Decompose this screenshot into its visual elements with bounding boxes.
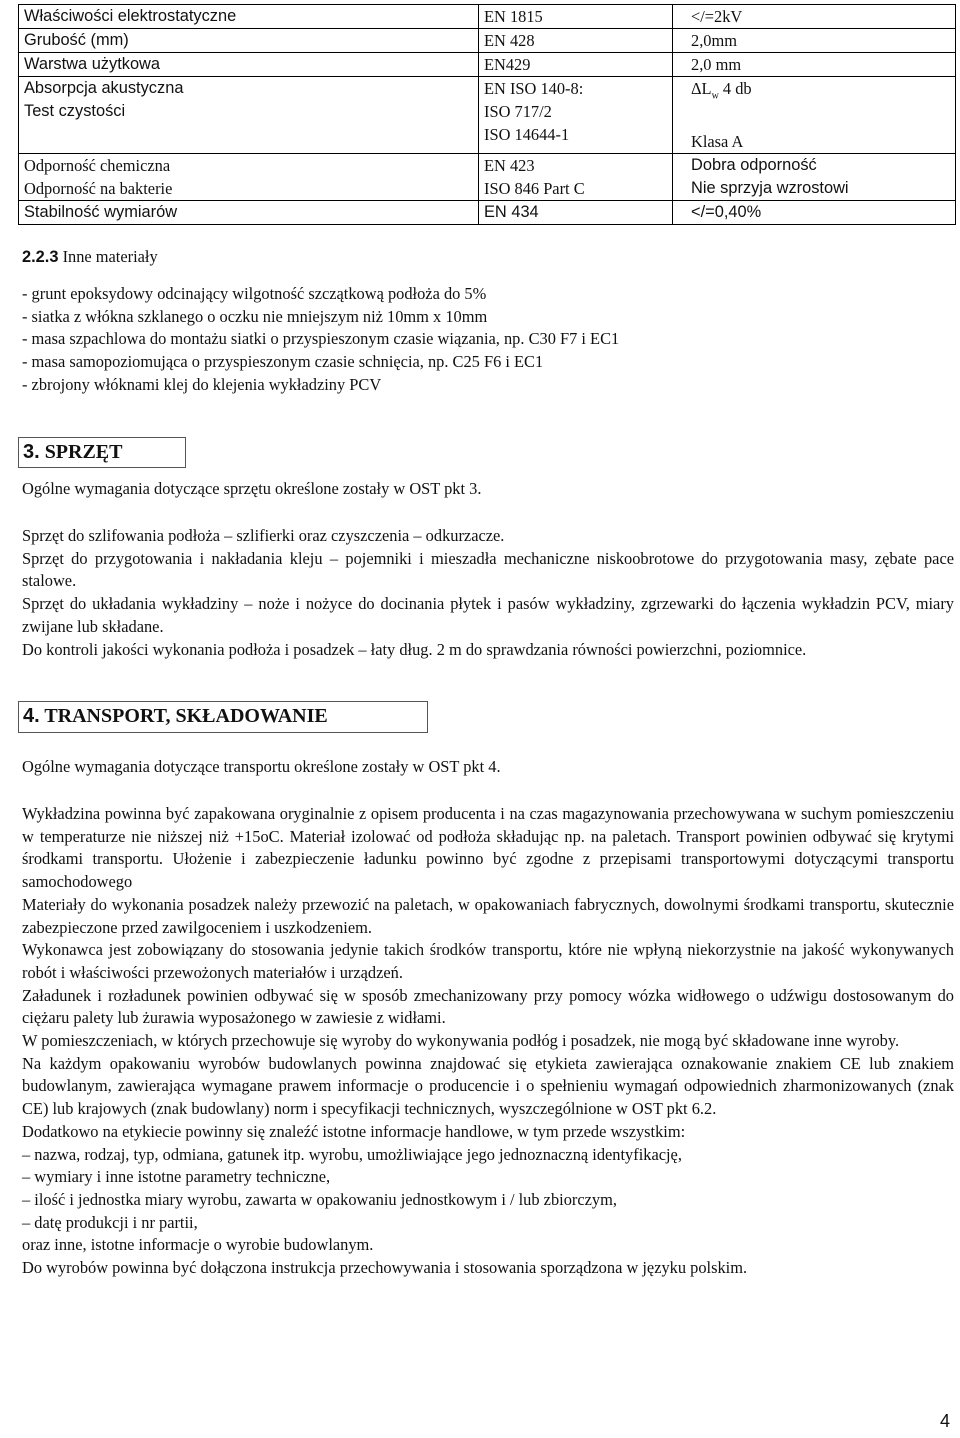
list-item: - masa szpachlowa do montażu siatki o przyspieszonym czasie wiązania, np. C30 F7 i EC1: [22, 329, 620, 349]
closing-line: oraz inne, istotne informacje o wyrobie budowlanym.: [22, 1235, 374, 1255]
closing-line: Do wyrobów powinna być dołączona instrukcja przechowywania i stosowania sporządzona w języku polskim.: [22, 1258, 748, 1278]
dash-list-item: – ilość i jednostka miary wyrobu, zawarta w opakowaniu jednostkowym i / lub zbiorczym,: [22, 1189, 617, 1209]
section-3-intro: Ogólne wymagania dotyczące sprzętu określone zostały w OST pkt 3.: [22, 479, 482, 498]
cell-line: 2,0mm: [691, 31, 737, 50]
table-cell-name: [19, 5, 479, 29]
table-row: [19, 201, 956, 225]
cell-line: ISO 846 Part C: [484, 179, 585, 199]
section-3-heading: [18, 437, 186, 468]
table-cell-standard: [479, 154, 673, 201]
cell-line: Stabilność wymiarów: [24, 203, 178, 222]
table-cell-name: [19, 77, 479, 154]
table-cell-standard: [479, 5, 673, 29]
cell-line: Odporność na bakterie: [24, 179, 173, 199]
properties-table: [18, 4, 956, 225]
table-cell-value: [673, 154, 956, 201]
paragraph: Materiały do wykonania posadzek należy przewozić na paletach, w opakowaniach fabrycznych, dowolnymi środkami transportu, skutecznie zabezpieczone przed zawilgoceniem i uszkodzeniem.: [22, 894, 954, 937]
section-223-list: [22, 283, 619, 397]
table-cell-name: [19, 53, 479, 77]
cell-line: $\Delta L_w$ 4 db: [691, 79, 752, 102]
table-row: [19, 5, 956, 29]
dash-list-item: – nazwa, rodzaj, typ, odmiana, gatunek itp. wyrobu, umożliwiające jego jednoznaczną identyfikację,: [22, 1144, 682, 1164]
page-number: 4: [939, 1411, 950, 1431]
cell-line: Warstwa użytkowa: [24, 55, 161, 73]
paragraph: Wykładzina powinna być zapakowana oryginalnie z opisem producenta i na czas magazynowania przechowywana w suchym pomieszczeniu w temperaturze nie niższej niż +15oC. Materiał izolować od podłoża składując np. na paletach. Transport powinien odbywać się krytymi środkami transportu. Ułożenie i zabezpieczenie ładunku powinno być zgodne z przepisami transportowymi dotyczącymi transportu samochodowego: [22, 804, 954, 892]
table-cell-value: [673, 29, 956, 53]
section-4-intro: Ogólne wymagania dotyczące transportu określone zostały w OST pkt 4.: [22, 757, 501, 776]
table-cell-value: [673, 77, 956, 154]
list-item: - grunt epoksydowy odcinający wilgotność szczątkową podłoża do 5%: [22, 284, 487, 303]
section-3-title: SPRZĘT: [44, 441, 123, 463]
cell-line: EN 1815: [484, 7, 543, 26]
cell-line: Klasa A: [691, 132, 744, 152]
table-row: [19, 154, 956, 201]
table-cell-value: [673, 5, 956, 29]
cell-line: Nie sprzyja wzrostowi: [691, 179, 849, 198]
section-3-number: 3.: [23, 441, 40, 463]
cell-line: Właściwości elektrostatyczne: [24, 7, 237, 25]
section-223-title: Inne materiały: [58, 247, 158, 266]
paragraph: W pomieszczeniach, w których przechowuje się wyroby do wykonywania podłóg i posadzek, nie mogą być składowane inne wyroby.: [22, 1031, 900, 1051]
dash-list-item: – wymiary i inne istotne parametry techniczne,: [22, 1167, 331, 1187]
table-cell-value: [673, 53, 956, 77]
paragraph: Do kontroli jakości wykonania podłoża i posadzek – łaty dług. 2 m do sprawdzania równości powierzchni, poziomnice.: [22, 639, 807, 659]
table-cell-standard: [479, 201, 673, 225]
cell-line: [691, 107, 955, 130]
cell-line: Test czystości: [24, 102, 126, 120]
paragraph: Na każdym opakowaniu wyrobów budowlanych powinna znajdować się etykieta zawierająca oznakowanie znakiem CE lub znakiem budowlanym, zawierająca wymagane prawem informacje o producencie i o spełnieniu wymagań odpowiednich zharmonizowanych (znak CE) lub krajowych (znak budowlany) norm i specyfikacji technicznych, wyszczególnione w OST pkt 6.2.: [22, 1053, 954, 1119]
paragraph: Załadunek i rozładunek powinien odbywać się w sposób zmechanizowany przy pomocy wózka widłowego o udźwigu dostosowanym do ciężaru palety lub żurawia wyposażonego w zawiesie z widłami.: [22, 985, 954, 1028]
cell-line: Dobra odporność: [691, 156, 817, 175]
paragraph: Wykonawca jest zobowiązany do stosowania jedynie takich środków transportu, które nie wpłyną niekorzystnie na jakość wykonywanych robót i właściwości przewożonych materiałów i urządzeń.: [22, 940, 954, 982]
cell-line: </=0,40%: [691, 203, 762, 222]
paragraph: Sprzęt do układania wykładziny – noże i nożyce do docinania płytek i pasów wykładziny, zgrzewarki do łączenia wykładzin PCV, miary zwijane lub składane.: [22, 594, 954, 636]
paragraph: Sprzęt do szlifowania podłoża – szlifierki oraz czyszczenia – odkurzacze.: [22, 526, 505, 545]
cell-line: Odporność chemiczna: [24, 156, 171, 176]
list-item: - siatka z włókna szklanego o oczku nie mniejszym niż 10mm x 10mm: [22, 306, 488, 326]
cell-line: Absorpcja akustyczna: [24, 79, 184, 97]
cell-line: EN 428: [484, 31, 535, 50]
section-223-heading: [22, 246, 158, 269]
section-3-body: [22, 525, 954, 661]
table-row: [19, 77, 956, 154]
table-cell-value: [673, 201, 956, 225]
table-cell-standard: [479, 53, 673, 77]
section-4-heading: [18, 701, 428, 733]
cell-line: ISO 717/2: [484, 102, 552, 121]
table-cell-name: [19, 154, 479, 201]
table-cell-standard: [479, 29, 673, 53]
table-cell-name: [19, 201, 479, 225]
list-item: - zbrojony włóknami klej do klejenia wykładziny PCV: [22, 374, 382, 394]
table-cell-name: [19, 29, 479, 53]
cell-line: Grubość (mm): [24, 31, 129, 49]
cell-line: </=2kV: [691, 7, 743, 26]
paragraph: Dodatkowo na etykiecie powinny się znaleźć istotne informacje handlowe, w tym przede wszystkim:: [22, 1121, 686, 1141]
paragraph: Sprzęt do przygotowania i nakładania kleju – pojemniki i mieszadła mechaniczne niskoobrotowe do przygotowania masy, zębate pace stalowe.: [22, 548, 954, 591]
dash-list-item: – datę produkcji i nr partii,: [22, 1212, 198, 1232]
section-4-title: TRANSPORT, SKŁADOWANIE: [44, 705, 328, 727]
cell-line: EN 423: [484, 156, 535, 176]
table-row: [19, 29, 956, 53]
section-4-body: [22, 803, 954, 1280]
cell-line: ISO 14644-1: [484, 125, 570, 144]
table-cell-standard: [479, 77, 673, 154]
section-223-number: 2.2.3: [22, 248, 59, 266]
cell-line: 2,0 mm: [691, 55, 742, 74]
cell-line: [24, 123, 478, 146]
list-item: - masa samopoziomująca o przyspieszonym czasie schnięcia, np. C25 F6 i EC1: [22, 352, 544, 372]
cell-line: EN ISO 140-8:: [484, 79, 584, 98]
cell-line: EN429: [484, 55, 531, 74]
cell-line: EN 434: [484, 203, 539, 222]
table-row: [19, 53, 956, 77]
section-4-number: 4.: [23, 705, 40, 727]
